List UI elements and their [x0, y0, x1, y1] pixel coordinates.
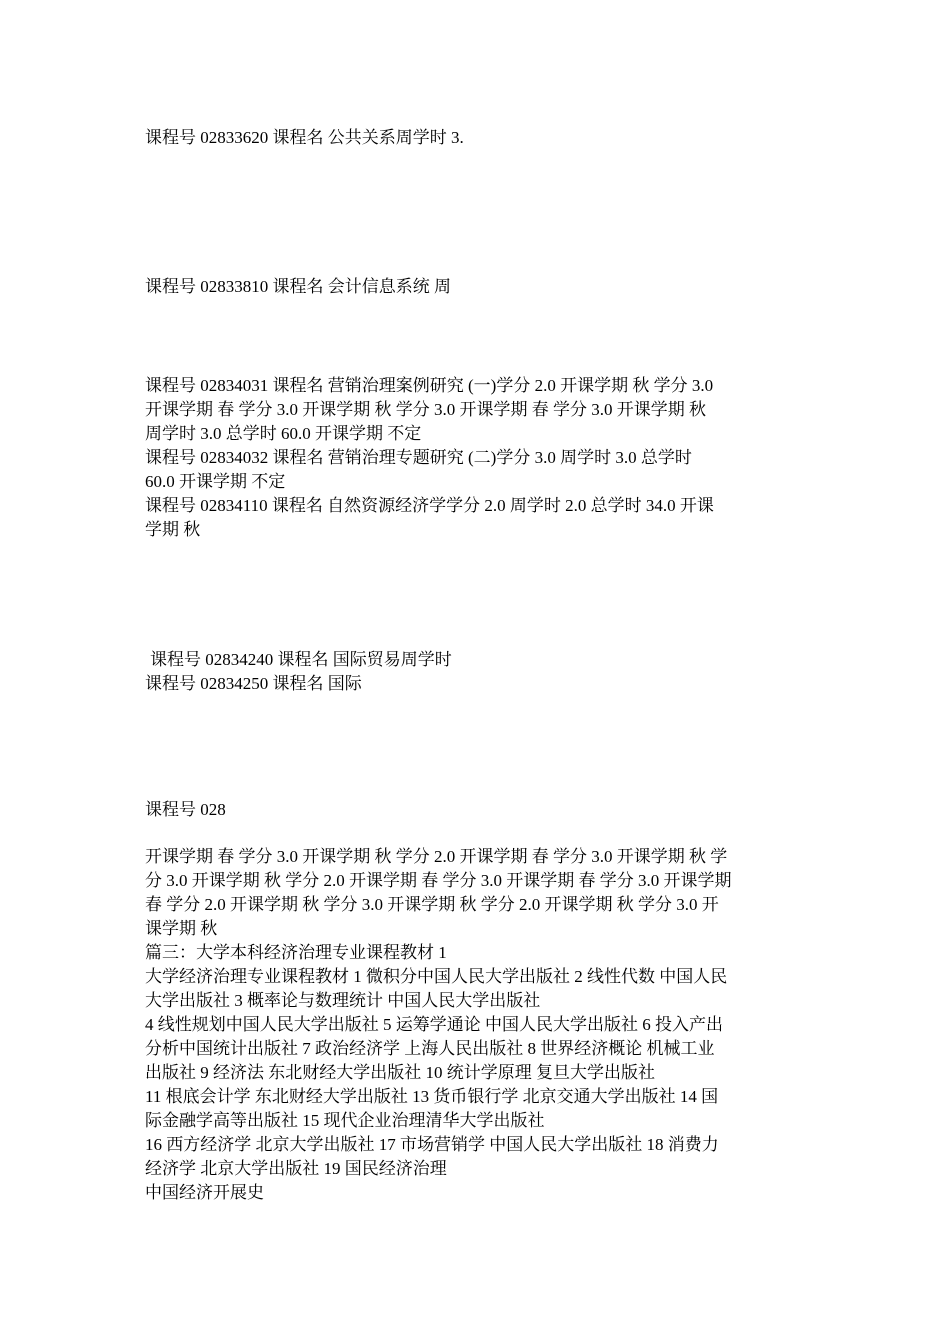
text-line: 分 3.0 开课学期 秋 学分 2.0 开课学期 春 学分 3.0 开课学期 春 学分 3.0 开课学期 — [145, 871, 732, 890]
text-line: 11 根底会计学 东北财经大学出版社 13 货币银行学 北京交通大学出版社 14 国 — [145, 1087, 719, 1106]
text-line: 开课学期 春 学分 3.0 开课学期 秋 学分 3.0 开课学期 春 学分 3.0 开课学期 秋 — [145, 400, 706, 419]
course-block-1 — [145, 374, 810, 542]
course-line-028: 课程号 028 — [145, 800, 226, 819]
section-heading: 篇三：大学本科经济治理专业课程教材 1 — [145, 943, 447, 962]
text-line: 际金融学高等出版社 15 现代企业治理清华大学出版社 — [145, 1111, 545, 1130]
course-line-02834250: 课程号 02834250 课程名 国际 — [145, 674, 362, 693]
text-line: 学期 秋 — [145, 520, 201, 539]
text-line: 春 学分 2.0 开课学期 秋 学分 3.0 开课学期 秋 学分 2.0 开课学期 秋 学分 3.0 开 — [145, 895, 719, 914]
text-line: 16 西方经济学 北京大学出版社 17 市场营销学 中国人民大学出版社 18 消费力 — [145, 1135, 719, 1154]
text-line: 课程号 02834110 课程名 自然资源经济学学分 2.0 周学时 2.0 总学时 34.0 开课 — [145, 496, 714, 515]
text-line: 课学期 秋 — [145, 919, 218, 938]
course-line-02833810: 课程号 02833810 课程名 会计信息系统 周 — [145, 277, 451, 296]
course-line-02834240: 课程号 02834240 课程名 国际贸易周学时 — [150, 650, 452, 669]
text-line: 中国经济开展史 — [145, 1183, 264, 1202]
text-line: 分析中国统计出版社 7 政治经济学 上海人民出版社 8 世界经济概论 机械工业 — [145, 1039, 715, 1058]
text-line: 出版社 9 经济法 东北财经大学出版社 10 统计学原理 复旦大学出版社 — [145, 1063, 655, 1082]
text-line: 4 线性规划中国人民大学出版社 5 运筹学通论 中国人民大学出版社 6 投入产出 — [145, 1015, 723, 1034]
text-line: 开课学期 春 学分 3.0 开课学期 秋 学分 2.0 开课学期 春 学分 3.0 开课学期 秋 学 — [145, 847, 728, 866]
text-line: 课程号 02834031 课程名 营销治理案例研究 (一)学分 2.0 开课学期 秋 学分 3.0 — [145, 376, 714, 395]
text-line: 60.0 开课学期 不定 — [145, 472, 286, 491]
text-line: 大学经济治理专业课程教材 1 微积分中国人民大学出版社 2 线性代数 中国人民 — [145, 967, 728, 986]
text-line: 大学出版社 3 概率论与数理统计 中国人民大学出版社 — [145, 991, 541, 1010]
text-line: 经济学 北京大学出版社 19 国民经济治理 — [145, 1159, 447, 1178]
text-line: 课程号 02834032 课程名 营销治理专题研究 (二)学分 3.0 周学时 3.0 总学时 — [145, 448, 692, 467]
text-line: 周学时 3.0 总学时 60.0 开课学期 不定 — [145, 424, 422, 443]
course-block-2 — [145, 845, 810, 1205]
course-line-02833620: 课程号 02833620 课程名 公共关系周学时 3. — [145, 128, 464, 147]
